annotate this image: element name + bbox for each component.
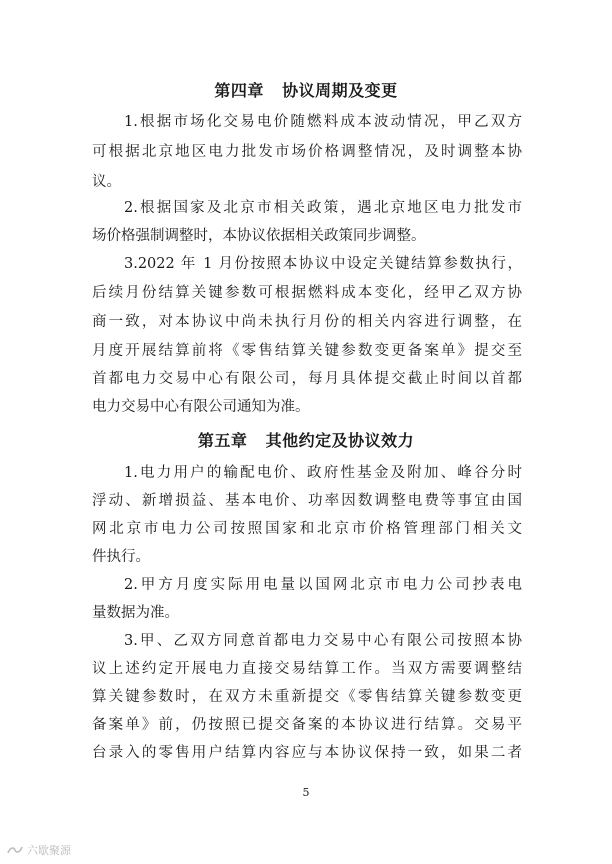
ch4-p3-line-6: 电力交易中心有限公司通知为准。	[92, 399, 310, 415]
page-number: 5	[302, 786, 310, 799]
ch5-p3-line-3: 算关键参数时，在双方未重新提交《零售结算关键参数变更	[92, 689, 522, 705]
ch5-p3-line-2: 议上述约定开展电力直接交易结算工作。当双方需要调整结	[92, 661, 522, 677]
ch4-p3-line-5: 首都电力交易中心有限公司，每月具体提交截止时间以首都	[92, 371, 522, 387]
watermark-logo-icon	[6, 844, 24, 856]
ch4-p3-line-2: 后续月份结算关键参数可根据燃料成本变化，经甲乙双方协	[92, 285, 522, 301]
ch4-p1-line-3: 议。	[92, 174, 121, 190]
ch5-p3-line-1: 3.甲、乙双方同意首都电力交易中心有限公司按照本协	[124, 633, 522, 649]
ch5-p3-line-5: 台录入的零售用户结算内容应与本协议保持一致，如果二者	[92, 745, 522, 761]
ch4-p3-line-1: 3.2022 年 1 月份按照本协议中设定关键结算参数执行，	[124, 256, 522, 272]
chapter-5-heading: 第五章 其他约定及协议效力	[197, 431, 415, 450]
ch4-p1-line-2: 可根据北京地区电力批发市场价格调整情况，及时调整本协	[92, 144, 522, 160]
ch5-p1-line-2: 浮动、新增损益、基本电价、功率因数调整电费等事宜由国	[92, 493, 522, 509]
ch4-p2-line-1: 2.根据国家及北京市相关政策，遇北京地区电力批发市	[124, 200, 522, 216]
watermark	[6, 842, 71, 858]
ch4-p1-line-1: 1.根据市场化交易电价随燃料成本波动情况，甲乙双方	[124, 114, 522, 130]
ch5-p2-line-2: 量数据为准。	[92, 605, 179, 621]
watermark-text: 六歇聚源	[27, 844, 71, 857]
ch5-p3-line-4: 备案单》前，仍按照已提交备案的本协议进行结算。交易平	[92, 717, 522, 733]
ch5-p1-line-4: 件执行。	[92, 549, 150, 565]
chapter-4-heading: 第四章 协议周期及变更	[214, 81, 398, 100]
ch5-p2-line-1: 2.甲方月度实际用电量以国网北京市电力公司抄表电	[124, 577, 522, 593]
ch5-p1-line-3: 网北京市电力公司按照国家和北京市价格管理部门相关文	[92, 521, 522, 537]
ch5-p1-line-1: 1.电力用户的输配电价、政府性基金及附加、峰谷分时	[124, 465, 522, 481]
ch4-p2-line-2: 场价格强制调整时，本协议依据相关政策同步调整。	[92, 228, 426, 244]
ch4-p3-line-4: 月度开展结算前将《零售结算关键参数变更备案单》提交至	[92, 343, 522, 359]
ch4-p3-line-3: 商一致，对本协议中尚未执行月份的相关内容进行调整，在	[92, 314, 522, 330]
